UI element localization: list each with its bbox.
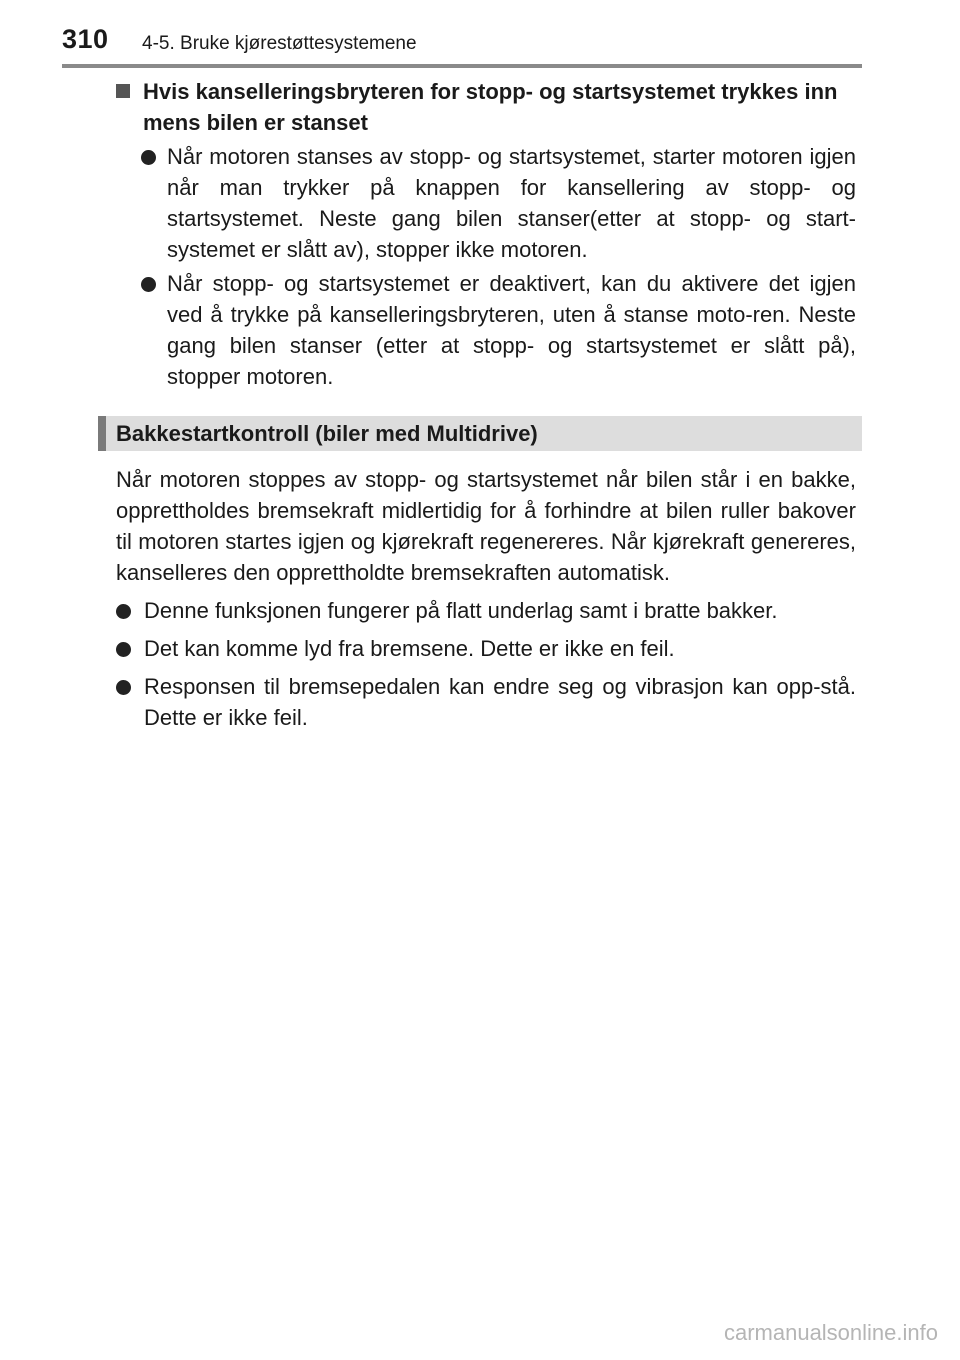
header-rule <box>62 64 862 68</box>
subsection-heading <box>116 76 856 138</box>
list-item-text: Denne funksjonen fungerer på flatt underlag samt i bratte bakker. <box>144 598 778 623</box>
section-title-bar <box>98 416 862 451</box>
watermark: carmanualsonline.info <box>723 1320 938 1345</box>
list-item-text: Responsen til bremsepedalen kan endre seg og vibrasjon kan opp-stå. Dette er ikke feil. <box>144 674 856 730</box>
list-item-text: Når motoren stanses av stopp- og startsystemet, starter motoren igjen når man trykker på knappen for kansellering av stopp- og startsystemet. Neste gang bilen stanser(etter at stopp- og start-systemet er slått av), stopper ikke motoren. <box>167 144 856 262</box>
section-header: 4-5. Bruke kjørestøttesystemene <box>142 33 417 54</box>
bullet-dot-icon <box>116 642 131 657</box>
page-number: 310 <box>62 24 109 54</box>
body-paragraph: Når motoren stoppes av stopp- og startsystemet når bilen står i en bakke, opprettholdes bremsekraft midlertidig for å forhindre at bilen ruller bakover til motoren startes igjen og kjørekraft regenereres. Når kjørekraft genereres, kanselleres den opprettholdte bremsekraften automatisk. <box>116 467 856 585</box>
section-title: Bakkestartkontroll (biler med Multidrive) <box>116 421 538 446</box>
list-item <box>116 268 856 392</box>
bullet-dot-icon <box>116 604 131 619</box>
square-bullet-icon <box>116 84 130 98</box>
list-item <box>116 141 856 265</box>
bullet-dot-icon <box>141 277 156 292</box>
list-item <box>116 671 856 733</box>
list-item-text: Når stopp- og startsystemet er deaktivert, kan du aktivere det igjen ved å trykke på kanselleringsbryteren, uten å stanse moto-ren. Neste gang bilen stanser (etter at stopp- og startsystemet er slått på), stopper motoren. <box>167 271 856 389</box>
list-item <box>116 595 856 626</box>
bullet-dot-icon <box>141 150 156 165</box>
subsection-title: Hvis kanselleringsbryteren for stopp- og startsystemet trykkes inn mens bilen er stanset <box>143 79 838 135</box>
list-item <box>116 633 856 664</box>
bullet-dot-icon <box>116 680 131 695</box>
list-item-text: Det kan komme lyd fra bremsene. Dette er ikke en feil. <box>144 636 675 661</box>
page-content <box>116 76 856 733</box>
